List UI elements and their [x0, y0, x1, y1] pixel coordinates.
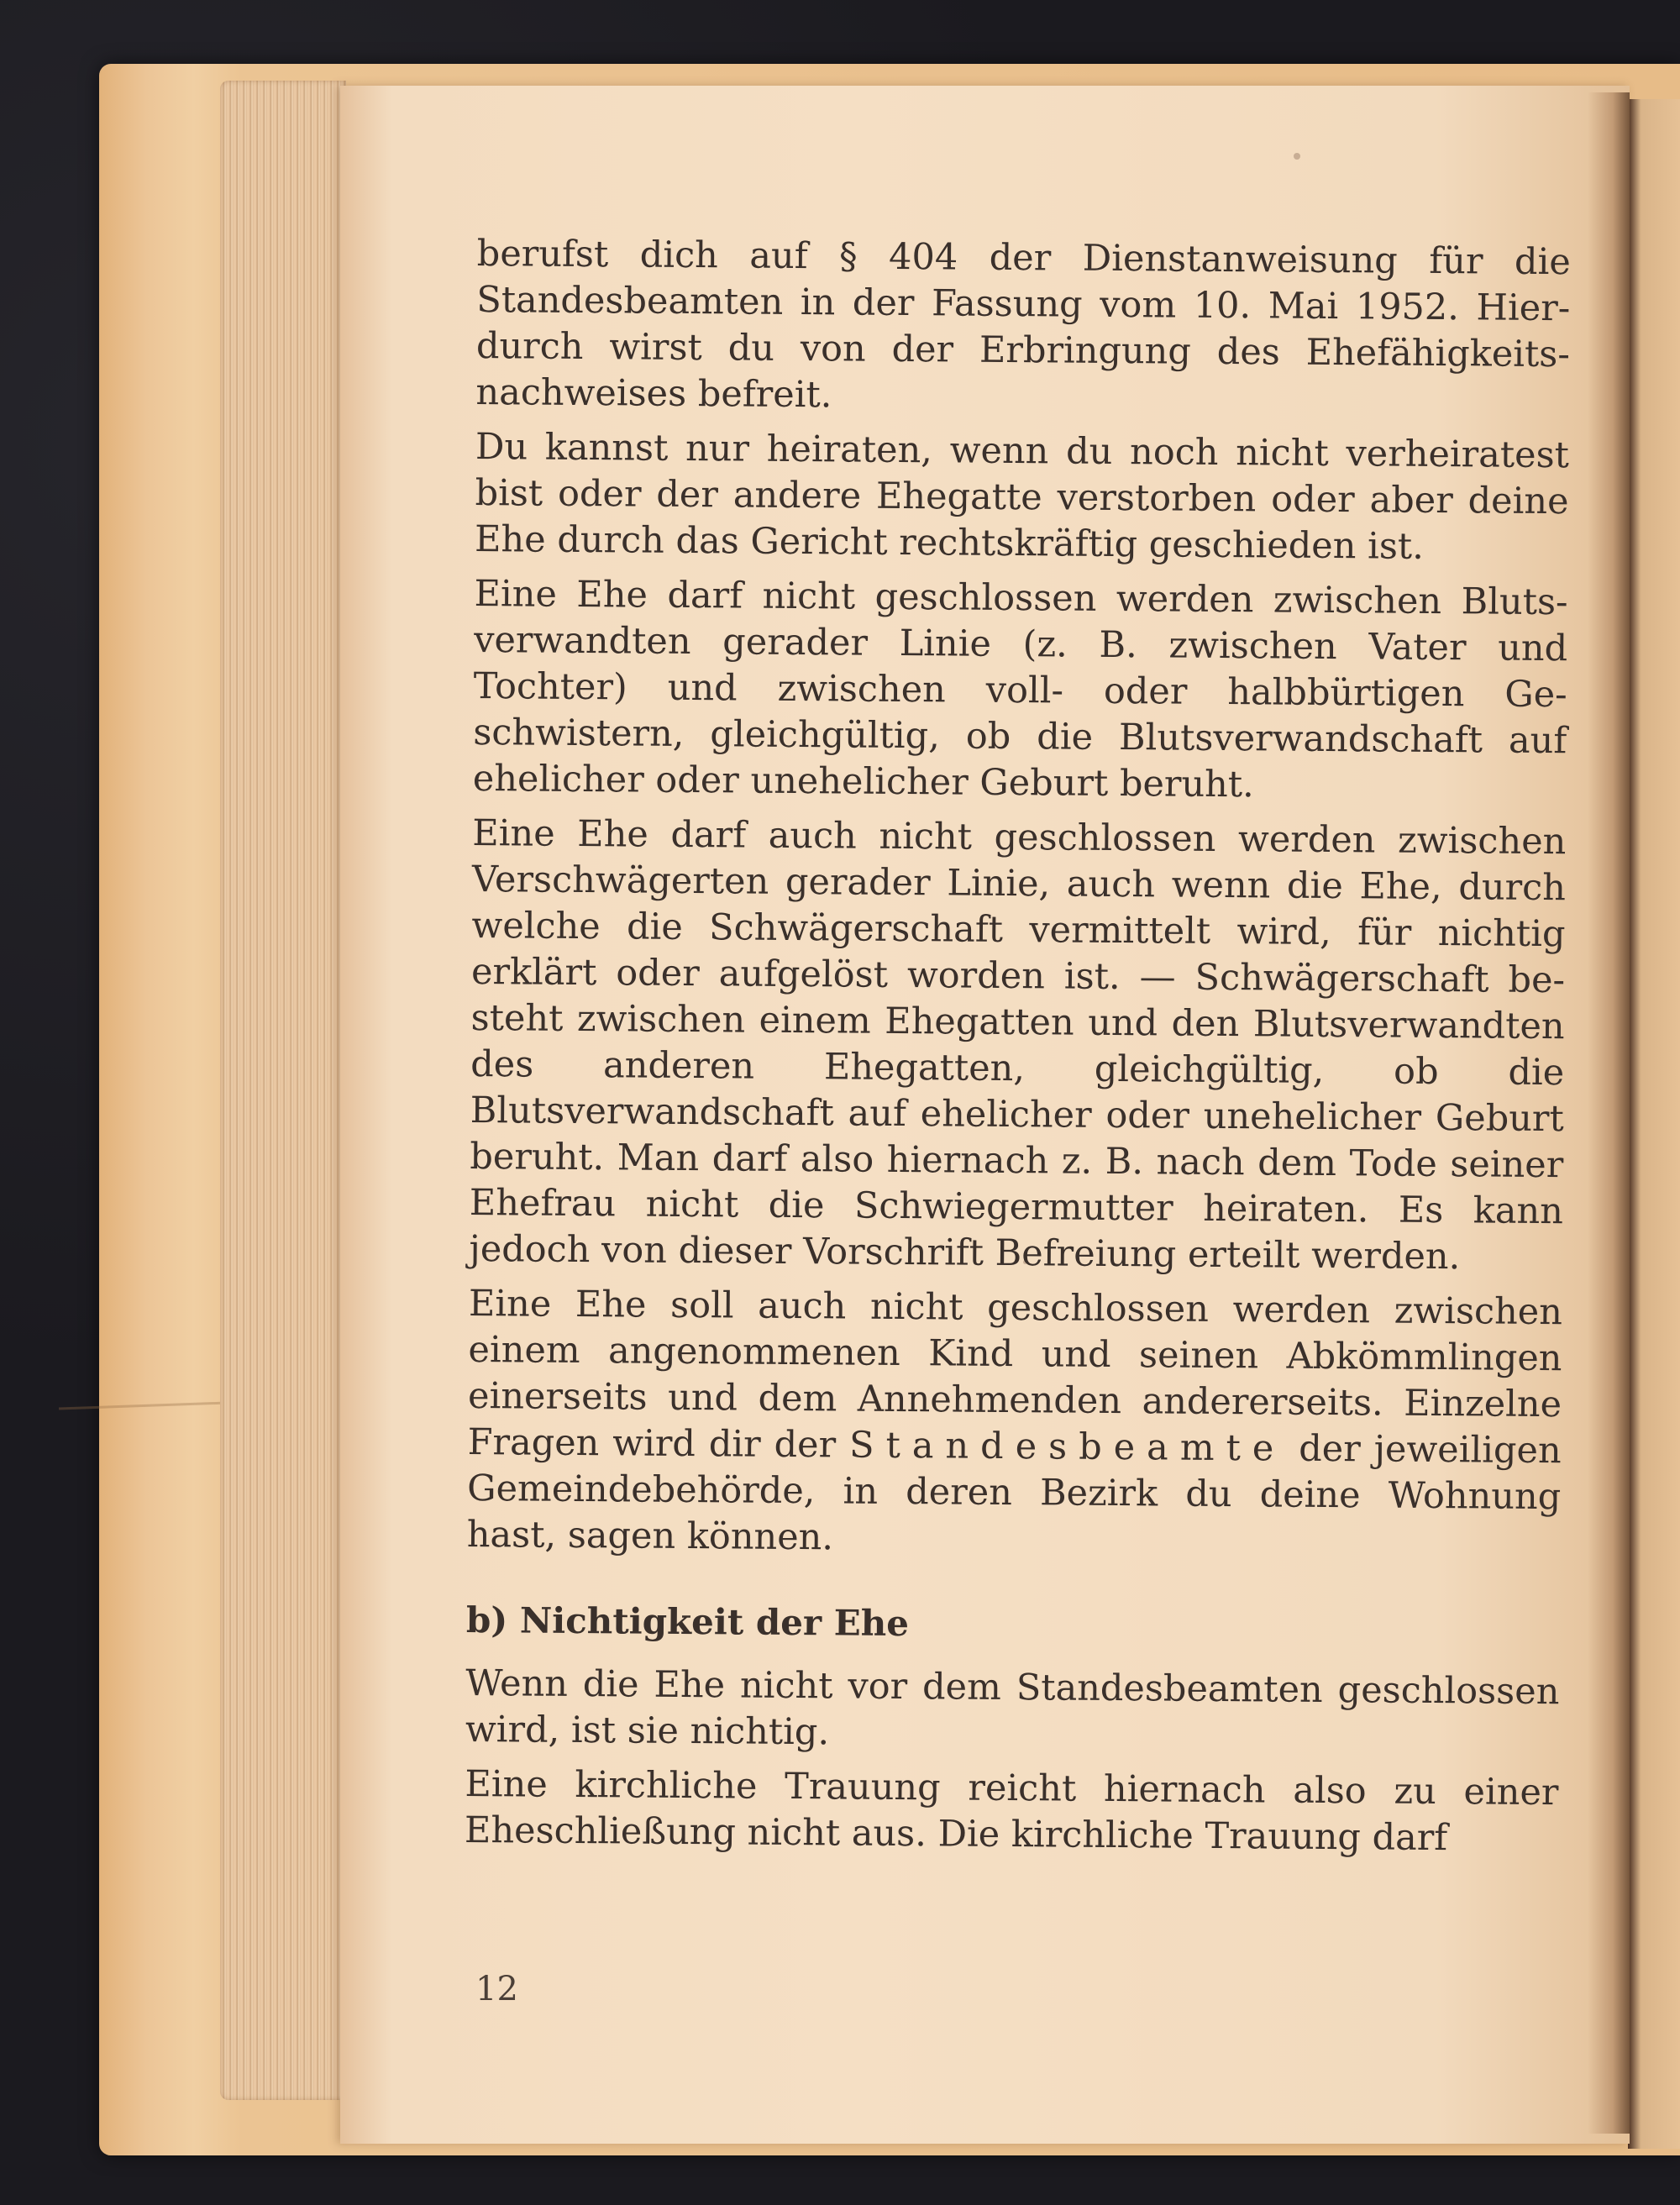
- paragraph-4: Eine Ehe darf auch nicht geschlossen werden zwischen Verschwägerten gerader Linie, auch wenn die Ehe, durch welche die Schwägerschaft vermittelt wird, für nichtig erklärt oder aufgelöst worden ist. — Schwägerschaft besteht zwischen einem Ehegatten und den Blutsverwandten des anderen Ehegatten, gleichgültig, ob die Blutsverwandschaft auf ehelicher oder unehelicher Geburt beruht. Man darf also hiernach z. B. nach dem Tode seiner Ehefrau nicht die Schwiegermutter heiraten. Es kann jedoch von dieser Vorschrift Befreiung erteilt werden.: [469, 811, 1567, 1278]
- section-heading: b) Nichtigkeit der Ehe: [465, 1599, 910, 1645]
- page-number: 12: [475, 1970, 518, 2008]
- section-paragraph-2: Eine kirchliche Trauung reicht hiernach also zu einer Eheschließung nicht aus. Die kirchliche Trauung darf: [464, 1762, 1559, 1860]
- spaced-word: Standesbeamte: [848, 1424, 1286, 1470]
- paragraph-2: Du kannst nur heiraten, wenn du noch nicht verheiratest bist oder der andere Ehegatte verstorben oder aber deine Ehe durch das Gericht rechtskräftig geschieden ist.: [474, 425, 1570, 568]
- paragraph-3: Eine Ehe darf nicht geschlossen werden zwischen Blutsverwandten gerader Linie (z. B. zwischen Vater und Tochter) und zwischen voll- oder halbbürtigen Geschwistern, gleichgültig, ob die Blutsverwandschaft auf ehelicher oder unehelicher Geburt beruht.: [472, 572, 1568, 806]
- section-paragraph-1: Wenn die Ehe nicht vor dem Standesbeamten geschlossen wird, ist sie nichtig.: [465, 1662, 1560, 1754]
- paragraph-5: [467, 1281, 1563, 1567]
- page-edges: [220, 81, 346, 2100]
- paper-spot: [1294, 153, 1300, 160]
- paragraph-1: berufst dich auf § 404 der Dienstanweisung für die Standesbeamten in der Fassung vom 10. Mai 1952. Hierdurch wirst du von der Erbringung des Ehefähigkeitsnachweises befreit.: [475, 232, 1571, 417]
- paragraph-5-before: Eine Ehe soll auch nicht geschlossen werden zwischen einem angenommenen Kind und seinen Abkömmlingen einerseits und dem Annehmenden andererseits. Einzelne Fragen wird dir der: [467, 1282, 1563, 1467]
- page-text: [465, 231, 1571, 1871]
- spine-shadow: [1588, 92, 1630, 2134]
- paragraph-5-after: der jeweiligen Gemeindebehörde, in deren Bezirk du deine Wohnung hast, sagen können.: [466, 1427, 1562, 1559]
- next-page-edge: [1628, 99, 1680, 2149]
